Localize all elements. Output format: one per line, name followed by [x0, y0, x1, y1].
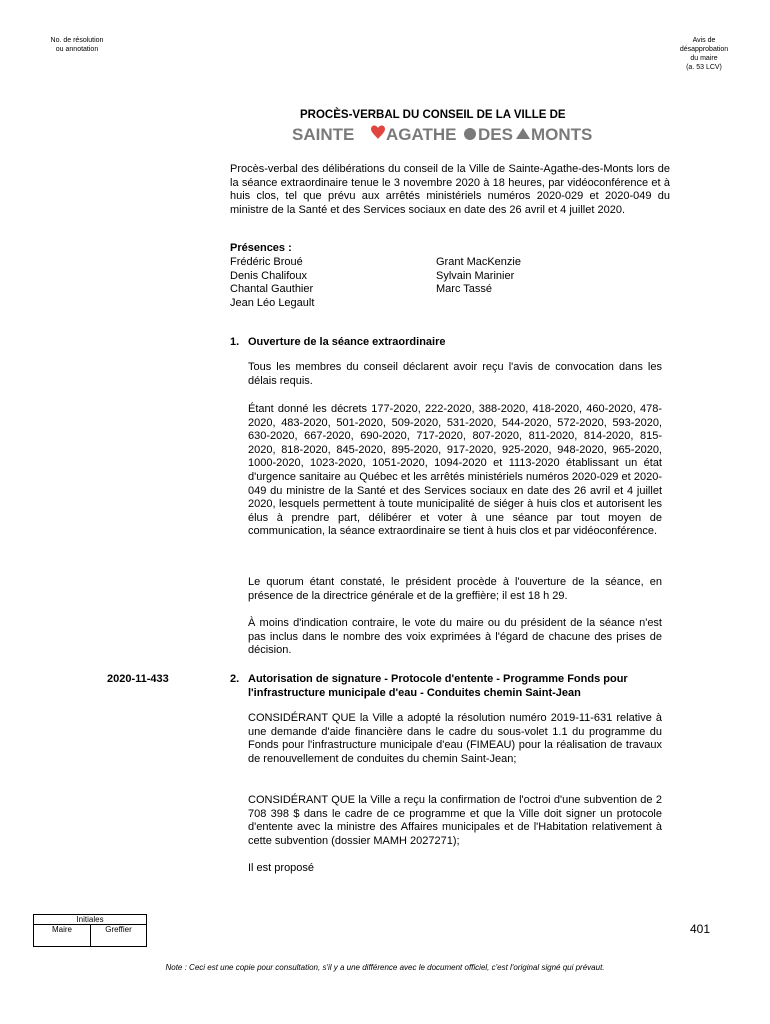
section1-paragraph2: Étant donné les décrets 177-2020, 222-2020, 388-2020, 418-2020, 460-2020, 478-2020, 483-2020, 501-2020, 509-2020, 531-2020, 544-2020, 572-2020, 593-2020, 630-2020, 667-2020, 690-2020, 717-2020, 807-2020, 811-2020, 814-2020, 815-2020, 818-2020, 845-2020, 895-2020, 917-2020, 925-2020, 948-2020, 965-2020, 1000-2020, 1023-2020, 1051-2020, 1094-2020 et 1113-2020 établissant un état d'urgence sanitaire au Québec et les arrêtés ministériels numéros 2020-029 et 2020-049 du ministre de la Santé et des Services sociaux en date des 26 avril et 4 juillet 2020, lesquels permettent à toute municipalité de siéger à huis clos et autorisent les élus à prendre part, délibérer et voter à une séance par tout moyen de communication, la séance extraordinaire se tient à huis clos et par vidéoconférence.: [248, 403, 662, 538]
presence-name: Grant MacKenzie: [436, 256, 521, 268]
document-title: PROCÈS-VERBAL DU CONSEIL DE LA VILLE DE: [300, 109, 566, 121]
intro-paragraph: Procès-verbal des délibérations du conseil de la Ville de Sainte-Agathe-des-Monts lors de la séance extraordinaire tenue le 3 novembre 2020 à 18 heures, par vidéoconférence et à huis clos, tel que prévu aux arrêtés ministériels numéros 2020-029 et 2020-049 du ministre de la Santé et des Services sociaux en date des 26 avril et 4 juillet 2020.: [230, 163, 670, 216]
presence-name: Frédéric Broué: [230, 256, 303, 268]
disapproval-header-line1: Avis de: [692, 37, 716, 44]
section1-title: [230, 336, 670, 350]
logo-part-monts: MONTS: [531, 125, 593, 144]
disapproval-column-header: [665, 36, 743, 72]
section2-title: [230, 673, 670, 699]
presence-name: Denis Chalifoux: [230, 269, 308, 282]
section1-paragraph3: Le quorum étant constaté, le président procède à l'ouverture de la séance, en présence de la directrice générale et de la greffière; il est 18 h 29.: [248, 576, 662, 602]
initials-clerk-cell: Greffier: [105, 925, 132, 934]
section1-number: 1.: [230, 336, 240, 348]
heart-icon: [371, 125, 385, 139]
resolution-header-line1: No. de résolution: [50, 37, 104, 44]
logo-part-agathe: AGATHE: [386, 125, 457, 144]
disapproval-header-line4: (a. 53 LCV): [686, 64, 722, 71]
section2-paragraph1: CONSIDÉRANT QUE la Ville a adopté la résolution numéro 2019-11-631 relative à une demande d'aide financière dans le cadre du sous-volet 1.1 du programme du Fonds pour l'infrastructure municipale d'eau (FIMEAU) pour la réalisation de travaux de renouvellement de conduites du chemin Saint-Jean;: [248, 712, 662, 765]
presence-name: Jean Léo Legault: [230, 296, 315, 309]
page-number: 401: [690, 922, 711, 936]
resolution-column-header: [22, 36, 132, 54]
initials-mayor-cell: Maire: [34, 925, 91, 946]
presences-label: Présences :: [230, 242, 292, 254]
presence-name: Chantal Gauthier: [230, 283, 314, 296]
disapproval-header-line3: du maire: [690, 55, 718, 62]
dot-icon: [464, 128, 476, 140]
presence-name: Sylvain Marinier: [436, 269, 515, 282]
mountain-icon: [516, 128, 530, 139]
presences-right-column: [436, 256, 521, 297]
logo-part-des: DES: [478, 125, 513, 144]
section1-paragraph1: Tous les membres du conseil déclarent avoir reçu l'avis de convocation dans les délais requis.: [248, 361, 662, 387]
section2-paragraph2: CONSIDÉRANT QUE la Ville a reçu la confirmation de l'octroi d'une subvention de 2 708 398 $ dans le cadre de ce programme et que la Ville doit signer un protocole d'entente avec la ministre des Affaires municipales et de l'Habitation relativement à cette subvention (dossier MAMH 2027271);: [248, 794, 662, 847]
presences-left-column: [230, 256, 314, 310]
initials-header: Initiales: [34, 915, 146, 925]
section1-title-text: Ouverture de la séance extraordinaire: [248, 336, 446, 348]
section2-title-text: Autorisation de signature - Protocole d'entente - Programme Fonds pour l'infrastructure municipale d'eau - Conduites chemin Saint-Jean: [248, 673, 628, 699]
city-logo: [292, 123, 602, 145]
resolution-header-line2: ou annotation: [55, 46, 99, 53]
resolution-number: 2020-11-433: [107, 673, 169, 685]
footer-note: Note : Ceci est une copie pour consultation, s'il y a une différence avec le document officiel, c'est l'original signé qui prévaut.: [165, 963, 605, 972]
logo-part-sainte: SAINTE: [292, 125, 355, 144]
initials-box: [33, 914, 147, 947]
disapproval-header-line2: désapprobation: [679, 46, 729, 53]
presence-name: Marc Tassé: [436, 283, 493, 296]
section2-number: 2.: [230, 673, 240, 685]
section1-paragraph4: À moins d'indication contraire, le vote du maire ou du président de la séance n'est pas inclus dans le nombre des voix exprimées à l'égard de chacune des prises de décision.: [248, 617, 662, 657]
section2-paragraph3: Il est proposé: [248, 862, 315, 874]
